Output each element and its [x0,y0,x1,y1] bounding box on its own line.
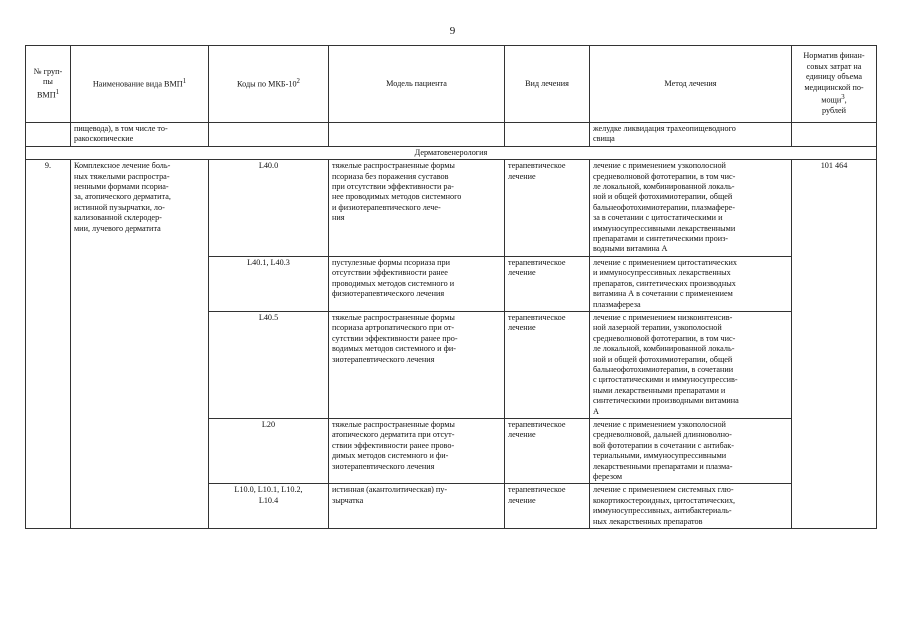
row-model: тяжелые распространенные формы атопического дерматита при отсут- ствии эффективности ранее прово- димых методов системного и фи- зиотерапевтического лечения [329,418,505,483]
row-method: лечение с применением узкополосной средневолновой фототерапии, в том чис- ле локальной, комбинированной локаль- ной и общей фотохимиотерапии, общей бальнеофотохимиотерапии, плазмафере- за в сочетании с цитостатическими и иммуносупрессивными лекарственными препаратами и синтетическими произ- водными витамина А [590,160,792,257]
row-codes: L40.5 [209,311,329,418]
section-title: Дерматовенерология [26,146,877,159]
row-codes: L40.0 [209,160,329,257]
header-type: Вид лечения [505,46,590,123]
header-method: Метод лечения [590,46,792,123]
row-method: лечение с применением системных глю- кокортикостероидных, цитостатических, иммуносупрессивных, антибактериаль- ных лекарственных препаратов [590,484,792,529]
vmp-table [25,45,877,529]
row-type: терапевтическое лечение [505,418,590,483]
row-model: тяжелые распространенные формы псориаза без поражения суставов при отсутствии эффективности ра- нее проводимых методов системного и физиотерапевтического лече- ния [329,160,505,257]
group-norm: 101 464 [792,160,877,529]
header-row [26,46,877,123]
table-row [26,160,877,257]
row-method: лечение с применением узкополосной средневолновой, дальней длинноволно- вой фототерапии в сочетании с антибак- териальными, иммуносупрессивными лекарственными препаратами и плазма- ферезом [590,418,792,483]
header-model: Модель пациента [329,46,505,123]
continuation-row [26,123,877,147]
group-name: Комплексное лечение боль- ных тяжелыми распростра- ненными формами псориа- за, атопического дерматита, истинной пузырчатки, ло- кализованной склеродер- мии, лучевого дерматита [71,160,209,529]
row-type: терапевтическое лечение [505,160,590,257]
group-number: 9. [26,160,71,529]
header-name: Наименование вида ВМП$^1$ [71,46,209,123]
page-number: 9 [449,25,456,37]
continuation-method: желудке ликвидация трахеопищеводного свища [590,123,792,147]
header-norm: Норматив финан- совых затрат на единицу объема медицинской по- мощи$^3$, рублей [792,46,877,123]
row-type: терапевтическое лечение [505,311,590,418]
row-codes: L10.0, L10.1, L10.2, L10.4 [209,484,329,529]
header-codes: Коды по МКБ-$10^2$ [209,46,329,123]
row-model: тяжелые распространенные формы псориаза артропатического при от- сутствии эффективности ранее про- водимых методов системного и фи- зиотерапевтического лечения [329,311,505,418]
row-method: лечение с применением низкоинтенсив- ной лазерной терапии, узкополосной средневолновой фототерапии, в том чис- ле локальной, комбинированной локаль- ной и общей фотохимиотерапии, общей бальнеофотохимиотерапии, в сочетании с цитостатическими и иммуносупрессив- ными лекарственными препаратами и синтетическими производными витамина А [590,311,792,418]
row-type: терапевтическое лечение [505,484,590,529]
header-num: № груп- пы ВМП$^1$ [26,46,71,123]
continuation-name: пищевода), в том числе то- ракоскопические [71,123,209,147]
section-row [26,146,877,159]
row-model: истинная (акантолитическая) пу- зырчатка [329,484,505,529]
row-model: пустулезные формы псориаза при отсутствии эффективности ранее проводимых методов системного и физиотерапевтического лечения [329,256,505,311]
row-type: терапевтическое лечение [505,256,590,311]
row-codes: L40.1, L40.3 [209,256,329,311]
row-codes: L20 [209,418,329,483]
row-method: лечение с применением цитостатических и иммуносупрессивных лекарственных препаратов, синтетических производных витамина А в сочетании с применением плазмафереза [590,256,792,311]
